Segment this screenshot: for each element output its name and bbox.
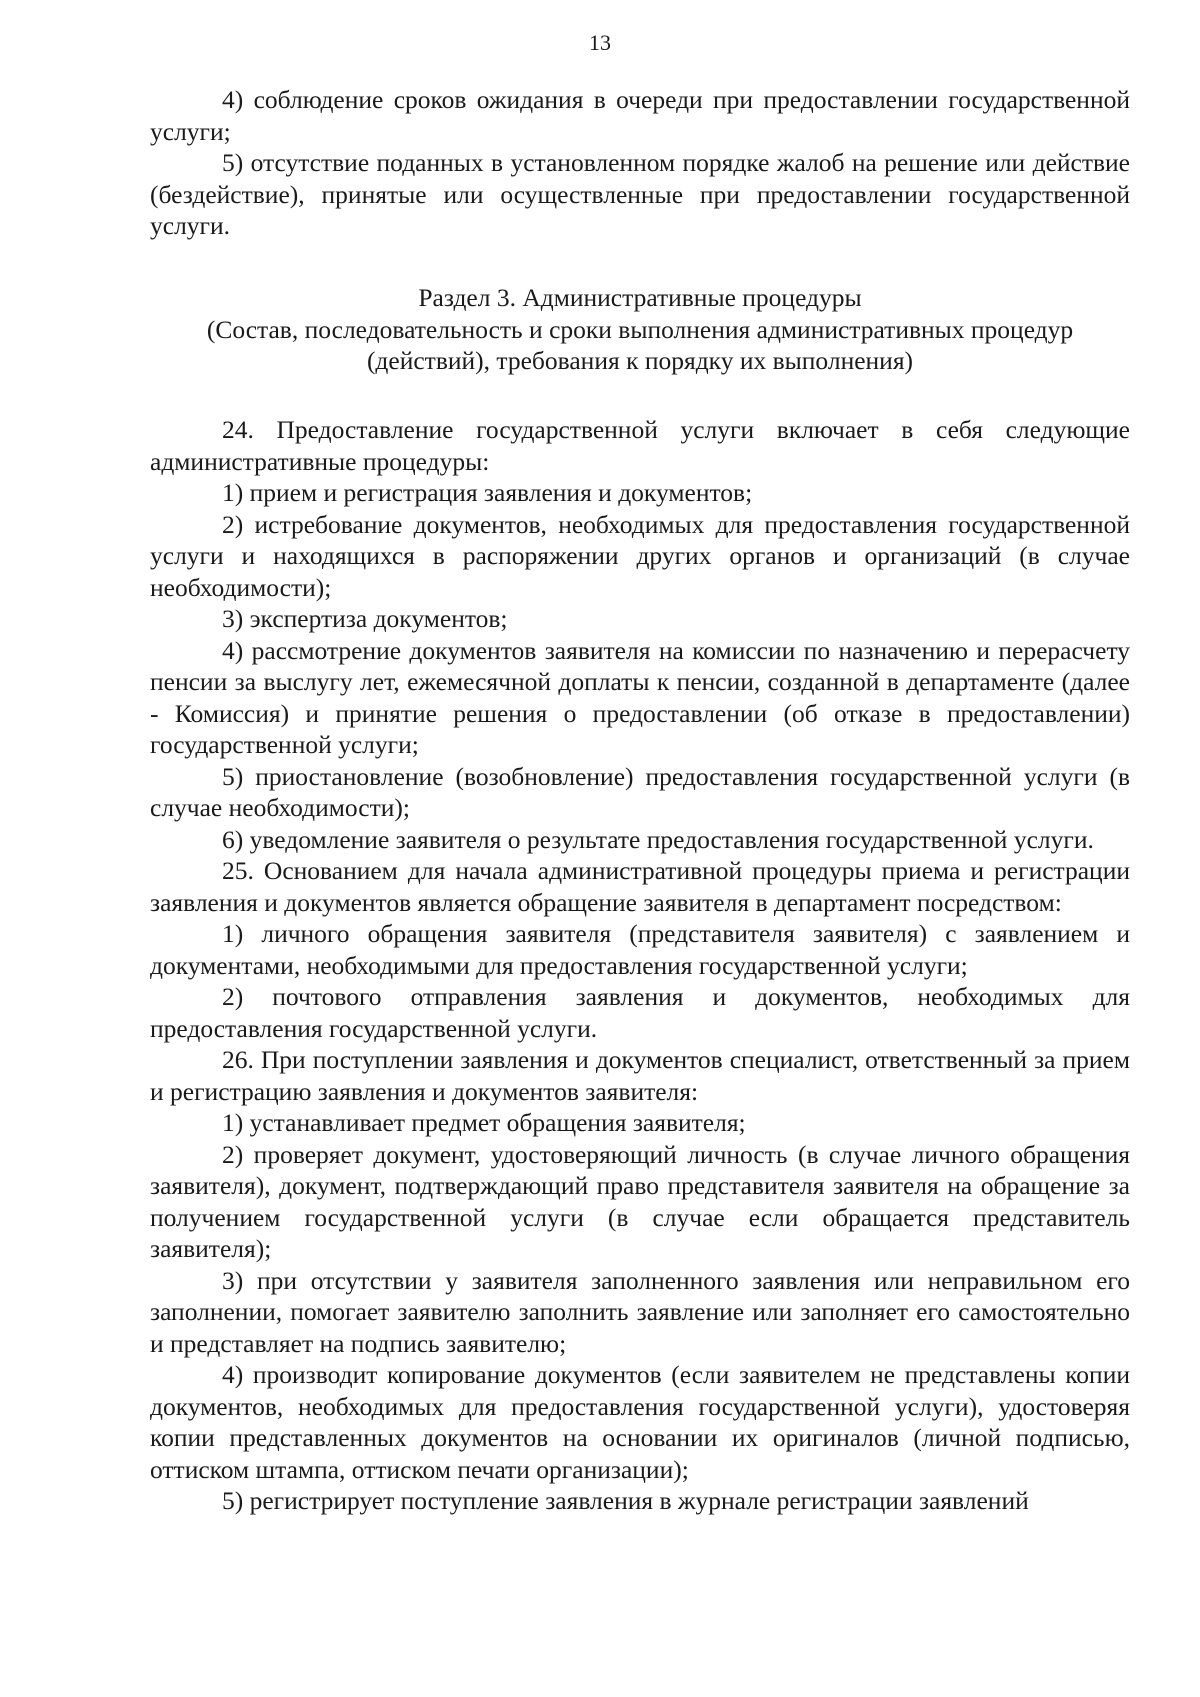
list-item: 4) производит копирование документов (если заявителем не представлены копии документов, необходимых для предоставления государственной услуги), удостоверяя копии представленных документов на основании их оригиналов (личной подписью, оттиском штампа, оттиском печати организации);	[150, 1360, 1130, 1484]
list-item: 6) уведомление заявителя о результате предоставления государственной услуги.	[222, 824, 1094, 854]
list-item: 1) прием и регистрация заявления и документов;	[222, 478, 753, 507]
list-item: 2) проверяет документ, удостоверяющий личность (в случае личного обращения заявителя), документ, подтверждающий право представителя заявителя на обращение за получением государственной услуги (в случае если обращается представитель заявителя);	[150, 1139, 1130, 1263]
list-item: 5) регистрирует поступление заявления в журнале регистрации заявлений	[222, 1486, 1029, 1515]
paragraph-24: 24. Предоставление государственной услуги включает в себя следующие административные процедуры:	[150, 415, 1130, 476]
list-item: 3) при отсутствии у заявителя заполненного заявления или неправильном его заполнении, помогает заявителю заполнить заявление или заполняет его самостоятельно и представляет на подпись заявителю;	[150, 1265, 1130, 1358]
section-subtitle-line2: (действий), требования к порядку их выполнения)	[366, 346, 914, 375]
top-item-4: 4) соблюдение сроков ожидания в очереди при предоставлении государственной услуги;	[150, 85, 1130, 146]
list-item: 1) устанавливает предмет обращения заявителя;	[222, 1108, 746, 1137]
list-item: 3) экспертиза документов;	[222, 604, 508, 633]
paragraph-25: 25. Основанием для начала административной процедуры приема и регистрации заявления и документов является обращение заявителя в департамент посредством:	[150, 856, 1130, 917]
section-body	[150, 414, 1130, 1517]
list-item: 2) истребование документов, необходимых для предоставления государственной услуги и находящихся в распоряжении других органов и организаций (в случае необходимости);	[150, 509, 1130, 602]
section-title: Раздел 3. Административные процедуры	[418, 283, 862, 312]
top-items	[150, 84, 1130, 242]
page-number: 13	[589, 30, 611, 55]
list-item: 4) рассмотрение документов заявителя на комиссии по назначению и перерасчету пенсии за выслугу лет, ежемесячной доплаты к пенсии, созданной в департаменте (далее - Комиссия) и принятие решения о предоставлении (об отказе в предоставлении) государственной услуги;	[150, 635, 1130, 759]
section-subtitle-line1: (Состав, последовательность и сроки выполнения административных процедур	[206, 314, 1074, 344]
top-item-5: 5) отсутствие поданных в установленном порядке жалоб на решение или действие (бездействие), принятые или осуществленные при предоставлении государственной услуги.	[150, 148, 1130, 240]
section-heading	[150, 282, 1130, 377]
list-item: 2) почтового отправления заявления и документов, необходимых для предоставления государственной услуги.	[150, 982, 1130, 1043]
list-item: 1) личного обращения заявителя (представителя заявителя) с заявлением и документами, необходимыми для предоставления государственной услуги;	[150, 919, 1130, 980]
list-item: 5) приостановление (возобновление) предоставления государственной услуги (в случае необходимости);	[150, 761, 1130, 822]
paragraph-26: 26. При поступлении заявления и документов специалист, ответственный за прием и регистрацию заявления и документов заявителя:	[150, 1045, 1130, 1106]
